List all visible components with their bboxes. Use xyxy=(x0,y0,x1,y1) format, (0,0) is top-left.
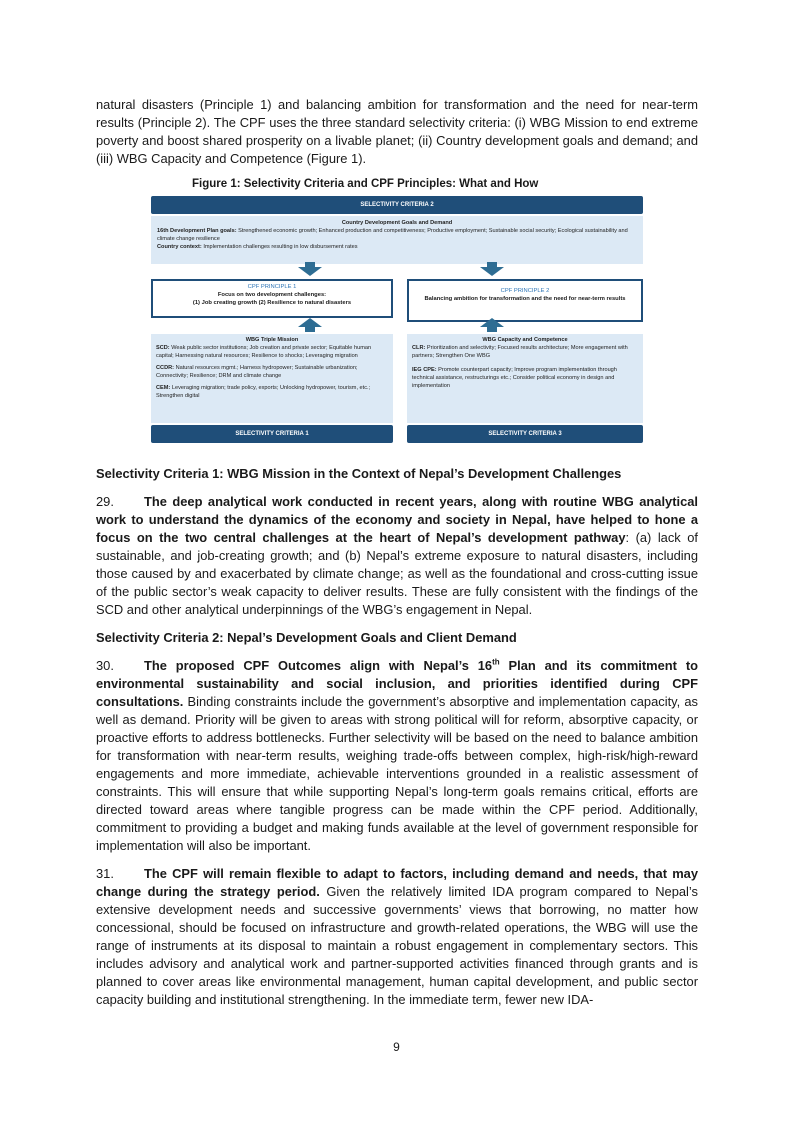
principle-1-line1: Focus on two development challenges: xyxy=(217,292,327,298)
cem-text: Leveraging migration; trade policy, exports; Unlocking hydropower, tourism, etc.; Strengthen digital xyxy=(156,385,371,399)
arrow-up-icon xyxy=(480,318,504,332)
ieg-text: Promote counterpart capacity; Improve program implementation through technical assistance, restructurings etc.; Consider political economy in design and implementation xyxy=(412,367,617,389)
plan-goals-line xyxy=(157,227,637,243)
paragraph-30-bold-a: The proposed CPF Outcomes align with Nepal’s 16 xyxy=(144,658,493,673)
clr-line xyxy=(412,344,638,360)
plan-goals-label: 16th Development Plan goals: xyxy=(157,228,237,234)
bottom-criteria-3-bar: SELECTIVITY CRITERIA 3 xyxy=(407,425,643,443)
paragraph-31-text: Given the relatively limited IDA program compared to Nepal’s extensive development needs and successive governments’ views that borrowing, no matter how concessional, should be focused on infrastructure and growth-related operations, the WBG will use the range of instruments at its disposal to maintain a robust engagement in complementary sectors. This includes advisory and analytical work and partner-supported activities financed through grants and is planned to cover areas like environmental management, human capital development, and public sector capacity building and institutional strengthening. In the immediate term, fewer new IDA- xyxy=(96,884,699,1007)
arrow-down-icon xyxy=(298,262,322,276)
bottom-criteria-1-bar: SELECTIVITY CRITERIA 1 xyxy=(151,425,393,443)
principle-1-line2: (1) Job creating growth (2) Resilience to natural disasters xyxy=(192,300,352,306)
ieg-label: IEG CPE: xyxy=(412,367,437,373)
intro-paragraph: natural disasters (Principle 1) and balancing ambition for transformation and the need for near-term results (Principle 2). The CPF uses the three standard selectivity criteria: (i) WBG Mission to end extreme poverty and boost shared prosperity on a livable planet; (ii) Country development goals and demand; and (iii) WBG Capacity and Competence (Figure 1). xyxy=(96,97,698,166)
principle-1-label: CPF PRINCIPLE 1 xyxy=(247,284,297,290)
cem-line xyxy=(156,384,388,400)
arrow-up-icon xyxy=(298,318,322,332)
ccdr-text: Natural resources mgmt.; Harness hydropower; Sustainable urbanization; Connectivity; Resilience; DRM and climate change xyxy=(156,365,358,379)
selectivity-figure xyxy=(151,196,643,443)
paragraph-29 xyxy=(96,493,698,619)
page-number: 9 xyxy=(393,1040,400,1054)
ccdr-label: CCDR: xyxy=(156,365,175,371)
plan-goals-text: Strengthened economic growth; Enhanced production and competitiveness; Productive employment; Sustainable social security; Ecological sustainability and climate change resilience xyxy=(157,228,628,242)
scd-label: SCD: xyxy=(156,345,170,351)
paragraph-number: 29. xyxy=(96,494,114,509)
top-criteria-bar: SELECTIVITY CRITERIA 2 xyxy=(151,196,643,214)
arrow-down-icon xyxy=(480,262,504,276)
scd-line xyxy=(156,344,388,360)
paragraph-31 xyxy=(96,865,698,1009)
triple-mission-heading: WBG Triple Mission xyxy=(245,337,299,343)
triple-mission-panel xyxy=(151,334,393,423)
ieg-line xyxy=(412,366,638,390)
principle-2-label: CPF PRINCIPLE 2 xyxy=(500,288,550,294)
figure-title: Figure 1: Selectivity Criteria and CPF Principles: What and How xyxy=(192,178,539,190)
paragraph-30 xyxy=(96,657,698,855)
paragraph-29-text: : (a) lack of sustainable, and job-creating growth; and (b) Nepal’s extreme exposure to natural disasters, including those caused by and exacerbated by climate change; as well as the foundational and cross-cutting issue of the public sector’s weak capacity to deliver results. These are fully consistent with the findings of the SCD and other analytical underpinnings of the WBG’s engagement in Nepal. xyxy=(96,530,698,617)
clr-text: Prioritization and selectivity; Focused results architecture; More engagement with partners; Strengthen One WBG xyxy=(412,345,628,359)
paragraph-number: 30. xyxy=(96,658,114,673)
paragraph-30-text: Binding constraints include the government’s absorptive and implementation capacity, as well as demand. Priority will be given to areas with strong political will for reform, absorptive capacity, or proactive efforts to address bottlenecks. Further selectivity will be based on the need to balance ambition for transformation with near-term results, weighing trade-offs between complex, high-risk/high-reward engagements and more immediate, achievable interventions grounded in a realistic assessment of constraints. This will ensure that while supporting Nepal’s long-term goals remains critical, efforts are directed toward areas where tangible progress can be made within the CPF period. Additionally, commitment to providing a budget and making funds available at the level of government responsible for implementation will also be important. xyxy=(96,694,698,853)
principle-2-line1: Balancing ambition for transformation and the need for near-term results xyxy=(424,296,626,302)
cpf-principle-2-box xyxy=(407,279,643,322)
ccdr-line xyxy=(156,364,388,380)
capacity-competence-heading: WBG Capacity and Competence xyxy=(482,337,568,343)
superscript: th xyxy=(492,657,500,667)
country-context-text: Implementation challenges resulting in low disbursement rates xyxy=(203,244,358,250)
section-1-heading: Selectivity Criteria 1: WBG Mission in the Context of Nepal’s Development Challenges xyxy=(96,466,622,481)
scd-text: Weak public sector institutions; Job creation and private sector; Equitable human capital; Harnessing natural resources; Resilience to shocks; Leveraging migration xyxy=(156,345,372,359)
document-body xyxy=(96,96,698,1009)
country-goals-panel xyxy=(151,216,643,264)
paragraph-31-bold: The CPF will remain flexible to adapt to factors, including demand and needs, that may change during the strategy period. xyxy=(96,866,698,899)
cem-label: CEM: xyxy=(156,385,171,391)
country-context-label: Country context: xyxy=(157,244,202,250)
paragraph-30-bold-b: Plan and its commitment to environmental sustainability and social inclusion, and priorities identified during CPF consultations. xyxy=(96,658,698,709)
paragraph-29-bold: The deep analytical work conducted in recent years, along with routine WBG analytical work to understand the dynamics of the economy and society in Nepal, have helped to hone a focus on the two central challenges at the heart of Nepal’s development pathway xyxy=(96,494,698,545)
country-context-line xyxy=(157,243,637,251)
cpf-principle-1-box xyxy=(151,279,393,318)
paragraph-number: 31. xyxy=(96,866,114,881)
capacity-competence-panel xyxy=(407,334,643,423)
section-2-heading: Selectivity Criteria 2: Nepal’s Development Goals and Client Demand xyxy=(96,630,517,645)
clr-label: CLR: xyxy=(412,345,426,351)
country-goals-heading: Country Development Goals and Demand xyxy=(341,220,453,226)
